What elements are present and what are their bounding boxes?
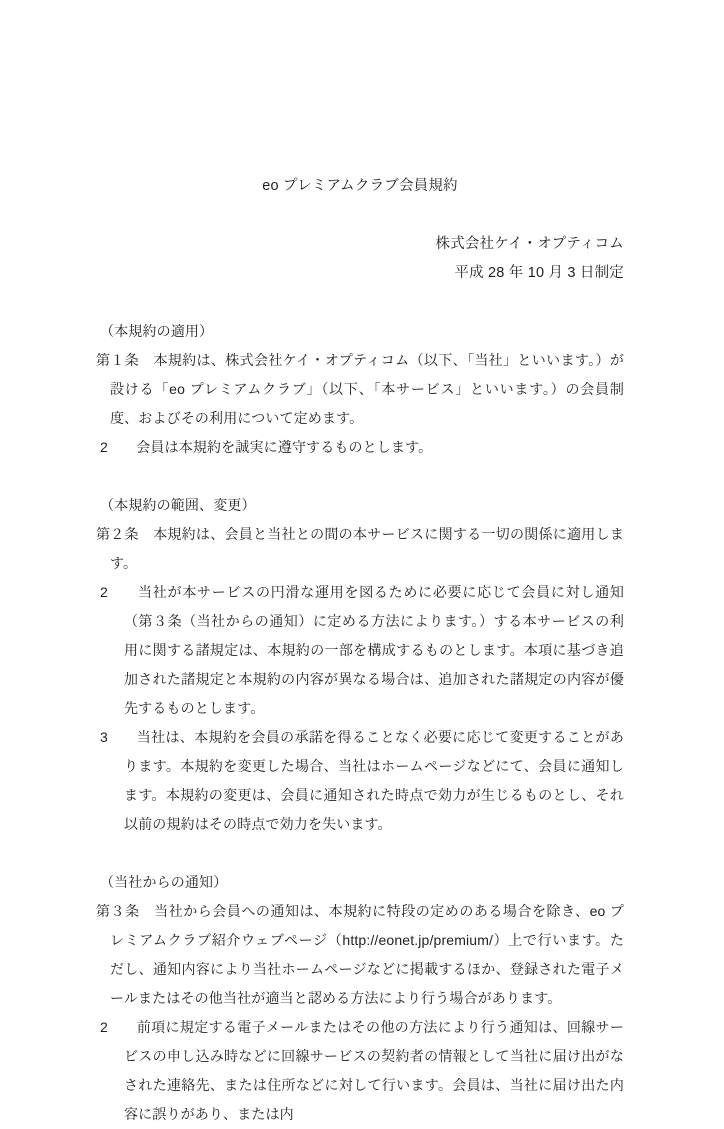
section-heading: （当社からの通知） (100, 874, 228, 890)
paragraph-marker: 第１条 (96, 352, 140, 368)
section-heading: （本規約の範囲、変更） (100, 497, 256, 513)
section-heading: （本規約の適用） (100, 323, 214, 339)
masthead-date: 平成 28 年 10 月 3 日制定 (454, 265, 624, 281)
article-paragraph (96, 520, 624, 578)
paragraph-gap (139, 526, 153, 542)
paragraph-text: 前項に規定する電子メールまたはその他の方法により行う通知は、回線サービスの申し込み時などに回線サービスの契約者の情報として当社に届け出がなされた連絡先、または住所などに対して行います。会員は、当社に届け出た内容に誤りがあり、または内 (124, 1019, 624, 1122)
paragraph-marker: 2 (100, 584, 108, 600)
paragraph-text: 本規約は、会員と当社との間の本サービスに関する一切の関係に適用します。 (110, 526, 625, 571)
paragraph-gap (108, 729, 137, 745)
clause-paragraph (96, 433, 624, 462)
paragraph-marker: 3 (100, 729, 108, 745)
clause-paragraph (96, 723, 624, 839)
paragraph-marker: 2 (100, 439, 108, 455)
article-paragraph (96, 346, 624, 433)
section-1 (96, 317, 624, 462)
paragraph-text: 本規約は、株式会社ケイ・オプティコム（以下、「当社」といいます。）が設ける「eo プレミアムクラブ」（以下、「本サービス」といいます。）の会員制度、およびその利用について定めます。 (110, 352, 624, 426)
masthead (96, 230, 624, 288)
paragraph-text: 当社から会員への通知は、本規約に特段の定めのある場合を除き、eo プレミアムクラブ紹介ウェブページ（http://eonet.jp/premium/）上で行います。ただし、通知内容により当社ホームページなどに掲載するほか、登録された電子メールまたはその他当社が適当と認める方法により行う場合があります。 (110, 903, 625, 1006)
page-title: eo プレミアムクラブ会員規約 (262, 178, 458, 194)
paragraph-gap (108, 439, 136, 455)
paragraph-marker: 第３条 (96, 903, 140, 919)
document-body (96, 317, 624, 1129)
clause-paragraph (96, 1013, 624, 1129)
paragraph-gap (108, 1019, 137, 1035)
masthead-company: 株式会社ケイ・オプティコム (435, 236, 624, 252)
paragraph-gap (108, 584, 138, 600)
paragraph-gap (139, 352, 153, 368)
section-2 (96, 491, 624, 839)
section-3 (96, 868, 624, 1129)
paragraph-text: 当社は、本規約を会員の承諾を得ることなく必要に応じて変更することがあります。本規約を変更した場合、当社はホームページなどにて、会員に通知します。本規約の変更は、会員に通知された時点で効力が生じるものとし、それ以前の規約はその時点で効力を失います。 (124, 729, 624, 832)
paragraph-text: 当社が本サービスの円滑な運用を図るために必要に応じて会員に対し通知（第３条（当社からの通知）に定める方法によります。）する本サービスの利用に関する諸規定は、本規約の一部を構成するものとします。本項に基づき追加された諸規定と本規約の内容が異なる場合は、追加された諸規定の内容が優先するものとします。 (124, 584, 624, 716)
paragraph-marker: 第２条 (96, 526, 139, 542)
paragraph-text: 会員は本規約を誠実に遵守するものとします。 (136, 439, 433, 455)
paragraph-marker: 2 (100, 1019, 108, 1035)
clause-paragraph (96, 578, 624, 723)
paragraph-gap (140, 903, 155, 919)
article-paragraph (96, 897, 624, 1013)
document-content-column (96, 0, 624, 1129)
